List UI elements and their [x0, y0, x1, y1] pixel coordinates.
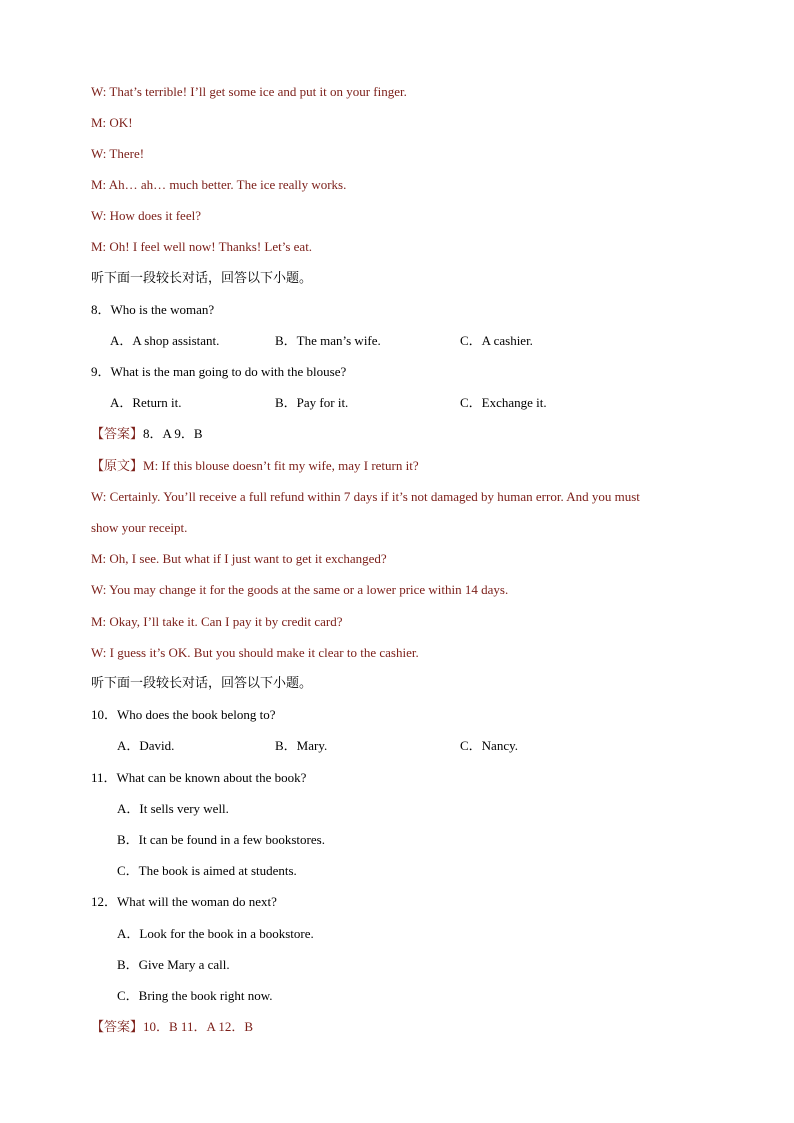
dialogue-line: M: OK!	[91, 115, 133, 130]
script-line: M: Oh, I see. But what if I just want to get it exchanged?	[91, 551, 387, 566]
dialogue-line: M: Ah… ah… much better. The ice really works.	[91, 177, 347, 192]
script-line: W: Certainly. You’ll receive a full refund within 7 days if it’s not damaged by human error. And you must	[91, 489, 640, 504]
question-8-stem: 8．Who is the woman?	[91, 302, 215, 317]
answer-label: 【答案】	[91, 1020, 144, 1035]
section-instruction: 听下面一段较长对话，回答以下小题。	[91, 676, 313, 691]
script-line: W: You may change it for the goods at the same or a lower price within 14 days.	[91, 582, 509, 597]
question-10-option-b: B．Mary.	[275, 738, 328, 753]
script-line	[91, 458, 419, 475]
question-10-option-a: A．David.	[117, 738, 175, 753]
question-11-option-c: C．The book is aimed at students.	[117, 863, 297, 878]
script-text: M: If this blouse doesn’t fit my wife, may I return it?	[143, 458, 419, 473]
question-9-stem: 9．What is the man going to do with the blouse?	[91, 364, 347, 379]
question-8-option-b: B．The man’s wife.	[275, 333, 381, 348]
answer-line	[91, 1019, 253, 1036]
answer-text: 10．B 11．A 12．B	[143, 1019, 254, 1034]
question-11-stem: 11．What can be known about the book?	[91, 770, 307, 785]
question-8-option-a: A．A shop assistant.	[110, 333, 220, 348]
question-12-option-b: B．Give Mary a call.	[117, 957, 230, 972]
dialogue-line: M: Oh! I feel well now! Thanks! Let’s eat.	[91, 239, 313, 254]
question-12-stem: 12．What will the woman do next?	[91, 894, 277, 909]
question-11-option-a: A．It sells very well.	[117, 801, 229, 816]
question-10-option-c: C．Nancy.	[460, 738, 519, 753]
answer-label: 【答案】	[91, 427, 144, 442]
answer-line	[91, 426, 203, 443]
question-9-option-a: A．Return it.	[110, 395, 182, 410]
answer-text: 8．A 9．B	[143, 426, 203, 441]
question-12-option-c: C．Bring the book right now.	[117, 988, 273, 1003]
question-9-option-c: C．Exchange it.	[460, 395, 547, 410]
question-10-stem: 10．Who does the book belong to?	[91, 707, 276, 722]
question-11-option-b: B．It can be found in a few bookstores.	[117, 832, 325, 847]
dialogue-line: W: How does it feel?	[91, 208, 201, 223]
question-8-option-c: C．A cashier.	[460, 333, 533, 348]
dialogue-line: W: There!	[91, 146, 145, 161]
script-label: 【原文】	[91, 459, 144, 474]
script-line: M: Okay, I’ll take it. Can I pay it by credit card?	[91, 614, 343, 629]
script-line: show your receipt.	[91, 520, 188, 535]
question-12-option-a: A．Look for the book in a bookstore.	[117, 926, 314, 941]
script-line: W: I guess it’s OK. But you should make it clear to the cashier.	[91, 645, 419, 660]
dialogue-line: W: That’s terrible! I’ll get some ice and put it on your finger.	[91, 84, 407, 99]
section-instruction: 听下面一段较长对话，回答以下小题。	[91, 271, 313, 286]
question-9-option-b: B．Pay for it.	[275, 395, 349, 410]
